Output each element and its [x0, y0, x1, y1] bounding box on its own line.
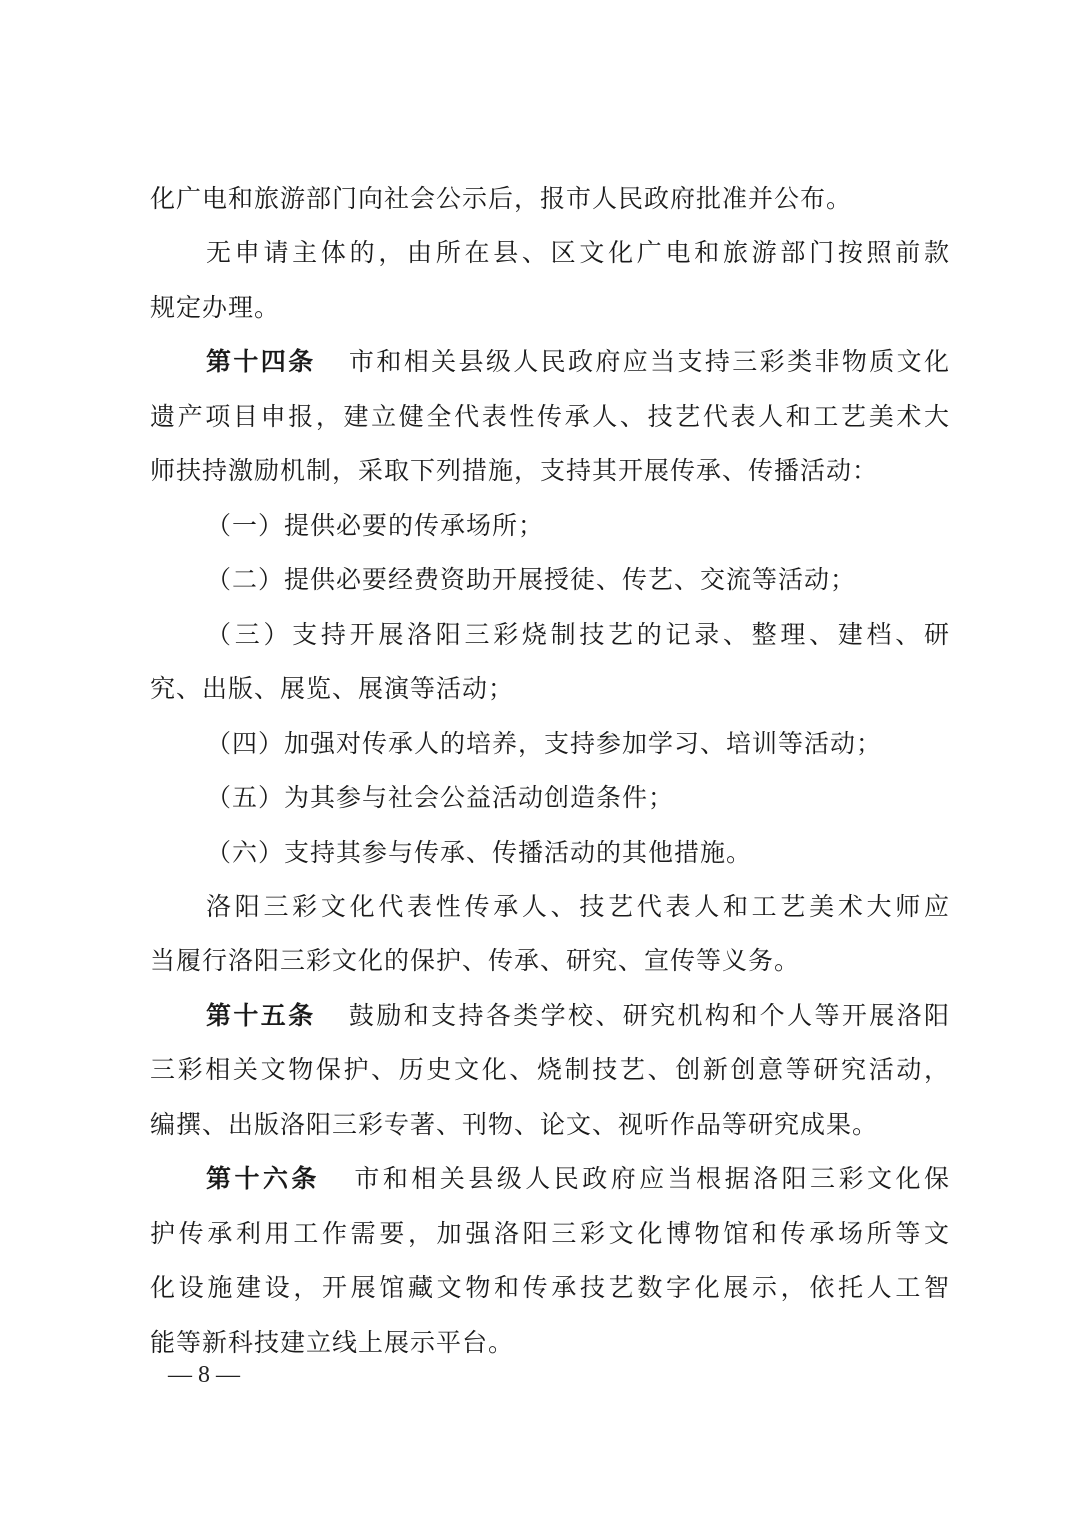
list-item: （一）提供必要的传承场所；: [206, 511, 545, 540]
text-line: 化设施建设，开展馆藏文物和传承技艺数字化展示，依托人工智: [150, 1273, 950, 1302]
list-item: （六）支持其参与传承、传播活动的其他措施。: [206, 838, 753, 867]
text-line: 师扶持激励机制，采取下列措施，支持其开展传承、传播活动：: [150, 456, 879, 485]
text-line: 能等新科技建立线上展示平台。: [150, 1328, 515, 1357]
page-number: — 8 —: [168, 1362, 240, 1388]
text-line: 无申请主体的，由所在县、区文化广电和旅游部门按照前款: [206, 238, 950, 267]
text-line: 当履行洛阳三彩文化的保护、传承、研究、宣传等义务。: [150, 946, 801, 975]
text-line: 三彩相关文物保护、历史文化、烧制技艺、创新创意等研究活动，: [150, 1055, 950, 1084]
text-line: 规定办理。: [150, 293, 281, 322]
text-span: 鼓励和支持各类学校、研究机构和个人等开展洛阳: [347, 1001, 950, 1030]
text-line: 究、出版、展览、展演等活动；: [150, 674, 515, 703]
text-span: 市和相关县级人民政府应当支持三彩类非物质文化: [347, 347, 950, 376]
list-item: （二）提供必要经费资助开展授徒、传艺、交流等活动；: [206, 565, 857, 594]
list-item: （五）为其参与社会公益活动创造条件；: [206, 783, 675, 812]
text-line: 编撰、出版洛阳三彩专著、刊物、论文、视听作品等研究成果。: [150, 1110, 879, 1139]
text-line: 化广电和旅游部门向社会公示后，报市人民政府批准并公布。: [150, 184, 853, 213]
article-14-first-line: [206, 347, 950, 377]
article-16-first-line: [206, 1164, 950, 1194]
article-14-heading: 第十四条: [206, 347, 316, 376]
list-item: （四）加强对传承人的培养，支持参加学习、培训等活动；: [206, 729, 883, 758]
article-15-first-line: [206, 1001, 950, 1031]
text-line: 护传承利用工作需要，加强洛阳三彩文化博物馆和传承场所等文: [150, 1219, 950, 1248]
text-line: 遗产项目申报，建立健全代表性传承人、技艺代表人和工艺美术大: [150, 402, 950, 431]
article-15-heading: 第十五条: [206, 1001, 316, 1030]
text-line: 洛阳三彩文化代表性传承人、技艺代表人和工艺美术大师应: [206, 892, 950, 921]
list-item: （三）支持开展洛阳三彩烧制技艺的记录、整理、建档、研: [206, 620, 950, 649]
article-16-heading: 第十六条: [206, 1164, 320, 1193]
text-span: 市和相关县级人民政府应当根据洛阳三彩文化保: [351, 1164, 950, 1193]
